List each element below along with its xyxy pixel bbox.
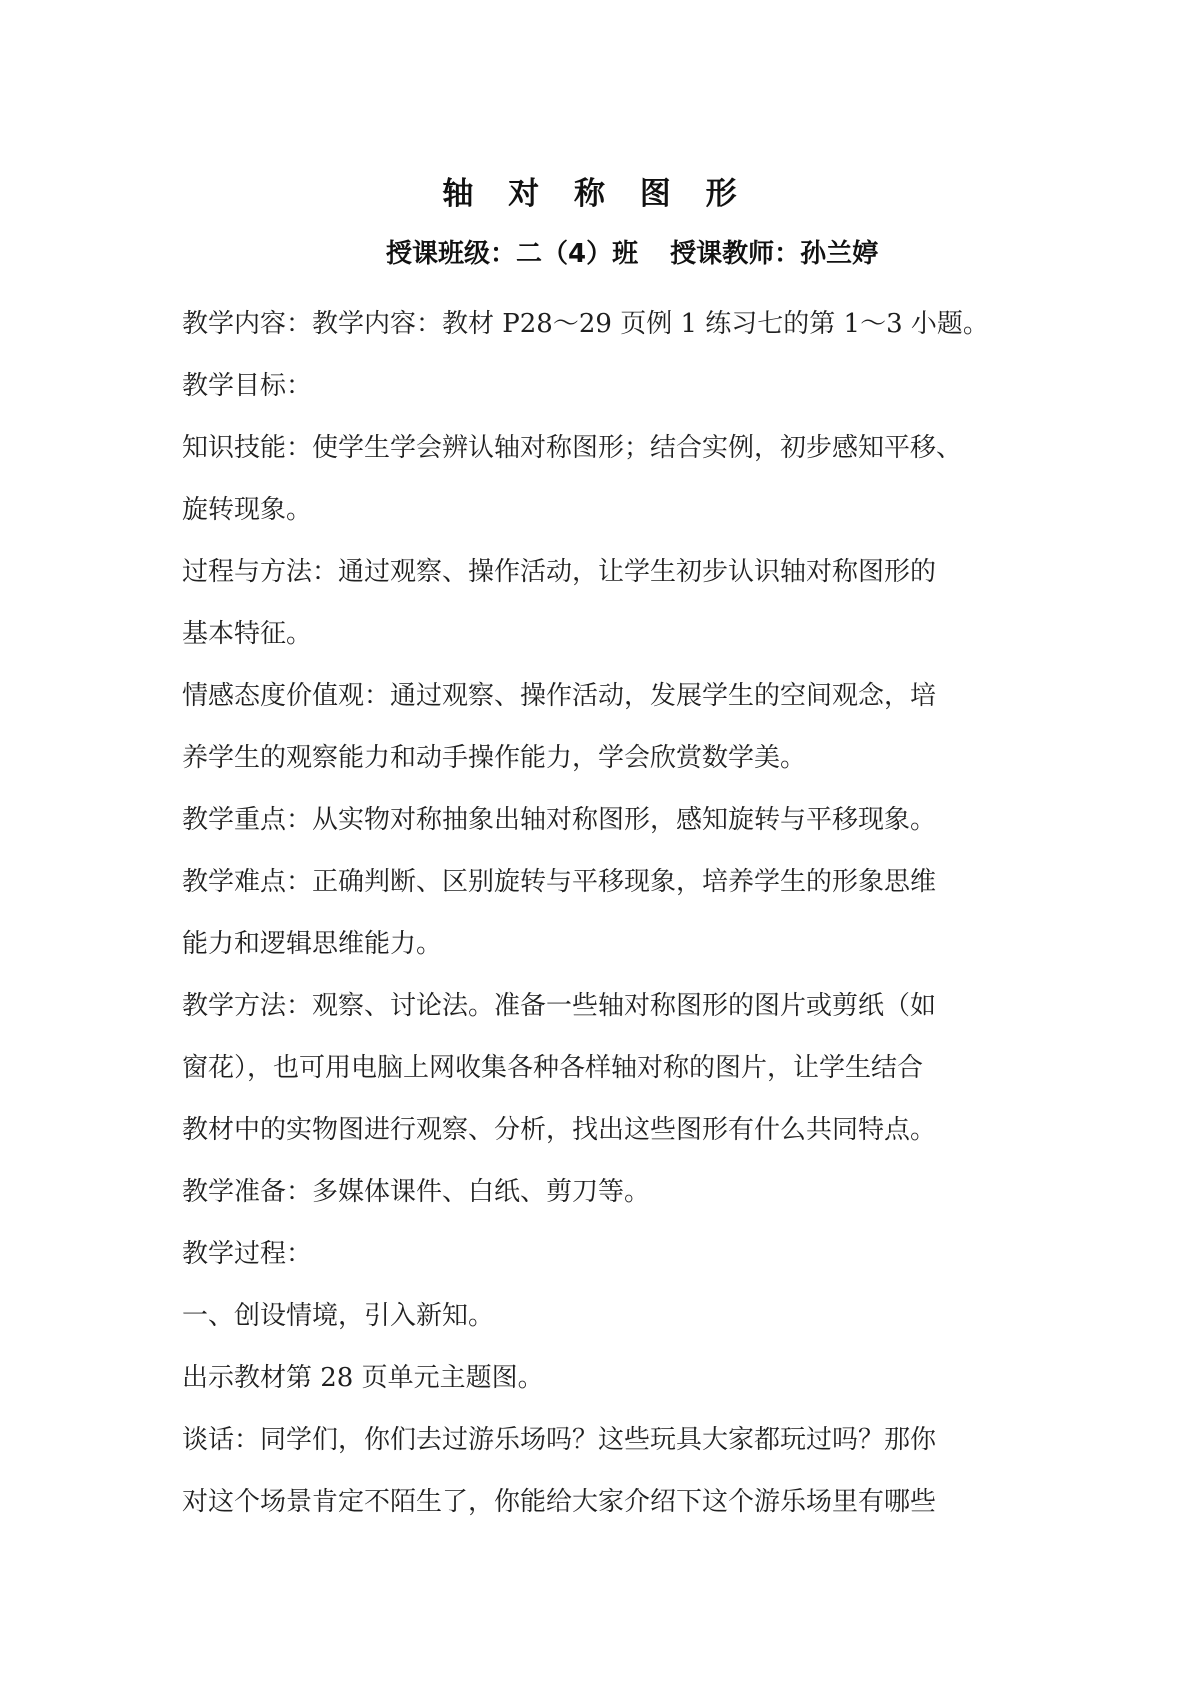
text-line: 窗花），也可用电脑上网收集各种各样轴对称的图片，让学生结合 <box>182 1053 924 1083</box>
text-line: 出示教材第 28 页单元主题图。 <box>182 1363 544 1393</box>
text-line: 对这个场景肯定不陌生了，你能给大家介绍下这个游乐场里有哪些 <box>182 1487 937 1517</box>
text-line: 教学方法：观察、讨论法。准备一些轴对称图形的图片或剪纸（如 <box>182 991 937 1021</box>
document-subtitle <box>386 233 878 270</box>
document-title: 轴 对 称 图 形 <box>442 176 749 212</box>
document-body <box>182 293 1042 1533</box>
text-line: 教学过程： <box>182 1239 313 1269</box>
text-line: 教学内容：教学内容：教材 P28～29 页例 1 练习七的第 1～3 小题。 <box>182 309 989 339</box>
text-line: 知识技能：使学生学会辨认轴对称图形；结合实例，初步感知平移、 <box>182 433 963 463</box>
text-line: 一、创设情境，引入新知。 <box>182 1301 495 1331</box>
text-line: 养学生的观察能力和动手操作能力，学会欣赏数学美。 <box>182 743 807 773</box>
text-line: 教学准备：多媒体课件、白纸、剪刀等。 <box>182 1177 651 1207</box>
text-line: 谈话：同学们，你们去过游乐场吗？这些玩具大家都玩过吗？那你 <box>182 1425 937 1455</box>
text-line: 旋转现象。 <box>182 495 313 525</box>
text-line: 教学目标： <box>182 371 313 401</box>
text-line: 教材中的实物图进行观察、分析，找出这些图形有什么共同特点。 <box>182 1115 937 1145</box>
text-line: 能力和逻辑思维能力。 <box>182 929 443 959</box>
teacher-label: 授课教师：孙兰婷 <box>670 239 879 269</box>
text-line: 教学重点：从实物对称抽象出轴对称图形，感知旋转与平移现象。 <box>182 805 937 835</box>
text-line: 情感态度价值观：通过观察、操作活动，发展学生的空间观念，培 <box>182 681 937 711</box>
text-line: 过程与方法：通过观察、操作活动，让学生初步认识轴对称图形的 <box>182 557 937 587</box>
text-line: 教学难点：正确判断、区别旋转与平移现象，培养学生的形象思维 <box>182 867 937 897</box>
class-label: 授课班级：二（4）班 <box>386 239 639 269</box>
text-line: 基本特征。 <box>182 619 313 649</box>
